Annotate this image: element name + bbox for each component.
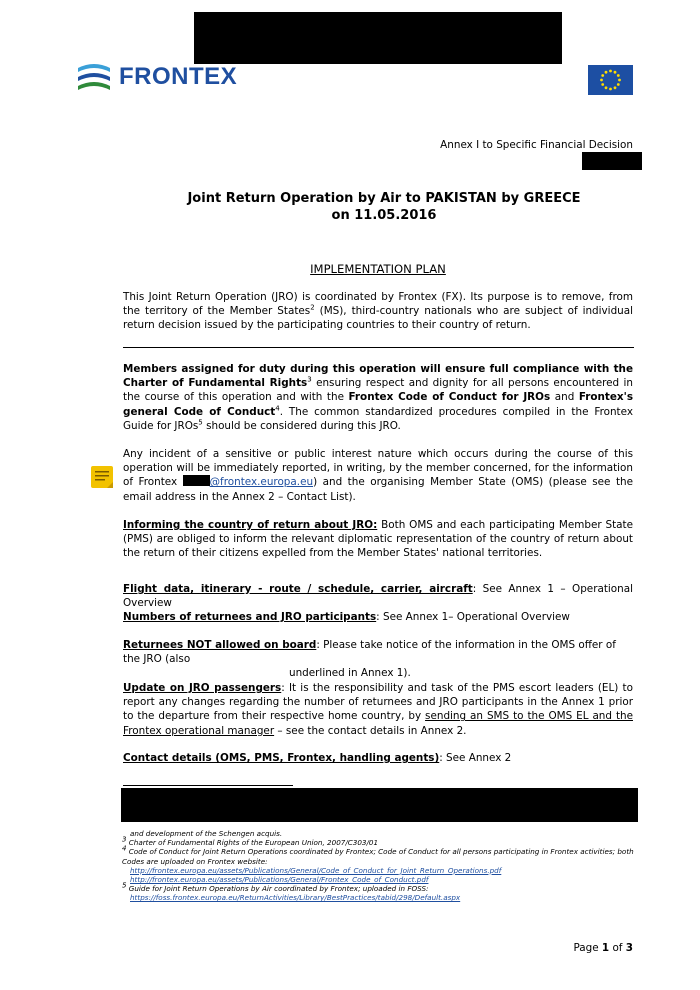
frontex-logo: [76, 58, 256, 98]
comment-note-icon[interactable]: [91, 466, 113, 488]
page-title-line1: Joint Return Operation by Air to PAKISTAN by GREECE: [187, 191, 581, 206]
numbers-line: Numbers of returnees and JRO participants: See Annex 1– Operational Overview: [123, 611, 570, 623]
update-paragraph: Update on JRO passengers: It is the responsibility and task of the PMS escort leaders (EL) to report any changes regarding the number of returnees and JRO participants in the Annex 1 prior to the departure from their respective home country, by sending an SMS to the OMS EL and the Frontex operational manager – see the contact details in Annex 2.: [123, 682, 633, 737]
informing-paragraph: Informing the country of return about JRO: Both OMS and each participating Member State (PMS) are obliged to inform the relevant diplomatic representation of the country of return about the return of their citizens expelled from the Member States' national territories.: [123, 519, 633, 560]
footnote-5-link[interactable]: https://foss.frontex.europa.eu/ReturnActivities/Library/BestPractices/tabid/298/Default.aspx: [130, 893, 461, 903]
flight-data-line: Flight data, itinerary - route / schedule, carrier, aircraft: See Annex 1 – Operational Overview: [123, 583, 633, 610]
page-title-line2: on 11.05.2016: [331, 208, 437, 223]
redaction-footnote: [121, 788, 638, 822]
contact-line: Contact details (OMS, PMS, Frontex, handling agents): See Annex 2: [123, 752, 512, 764]
footnote-4-link-1[interactable]: http://frontex.europa.eu/assets/Publications/General/Code_of_Conduct_for_Joint_Return_Operations.pdf: [130, 865, 502, 875]
section-heading: IMPLEMENTATION PLAN: [310, 262, 446, 276]
footnote-4-link-2[interactable]: http://frontex.europa.eu/assets/Publications/General/Frontex_Code_of_Conduct.pdf: [130, 875, 429, 885]
page-title: [0, 190, 700, 224]
frontex-logo-text: FRONTEX: [119, 63, 238, 90]
section-divider: [123, 347, 634, 348]
redaction-email-user: [183, 475, 210, 486]
fundamental-rights-paragraph: Members assigned for duty during this operation will ensure full compliance with the Charter of Fundamental Rights$^3$ ensuring respect and dignity for all persons encountered in the course of this operation and with the Frontex Code of Conduct for JROs and Frontex's general Code of Conduct$^4$. The common standardized procedures compiled in the Frontex Guide for JROs$^5$ should be considered during this JRO.: [123, 363, 634, 432]
redaction-top: [194, 12, 562, 64]
frontex-email-link[interactable]: @frontex.europa.eu: [209, 476, 314, 489]
footnote-3: $^3$ Charter of Fundamental Rights of the European Union, 2007/C303/01: [122, 835, 379, 848]
page-number: Page 1 of 3: [573, 942, 633, 954]
frontex-logo-mark-icon: [76, 58, 112, 94]
annex-label: Annex I to Specific Financial Decision: [440, 139, 633, 151]
footnote-2-tail: and development of the Schengen acquis.: [130, 829, 283, 838]
intro-paragraph: This Joint Return Operation (JRO) is coordinated by Frontex (FX). Its purpose is to remove, from the territory of the Member States$^2$ (MS), third-country nationals who are subject of individual return decision issued by the participating countries to their country of return.: [123, 291, 633, 332]
incident-paragraph: Any incident of a sensitive or public interest nature which occurs during the course of this operation will be immediately reported, in writing, by the member concerned, for the information of Frontex @frontex.europa.eu) and the organising Member State (OMS) (please see the email address in the Annex 2 – Contact List).: [123, 448, 634, 503]
eu-flag-icon: [588, 65, 633, 95]
footnote-4: $^4$ Code of Conduct for Joint Return Operations coordinated by Frontex; Code of Conduct for all persons participating in Frontex activities; both Codes are uploaded on Frontex website:: [122, 845, 634, 866]
footnote-separator: [123, 785, 293, 786]
footnotes: [122, 829, 642, 903]
not-allowed-paragraph: Returnees NOT allowed on board: Please take notice of the information in the OMS offer of the JRO (also underlined in Annex 1).: [123, 639, 616, 680]
redaction-annex-ref: [582, 152, 642, 170]
footnote-5: $^5$ Guide for Joint Return Operations by Air coordinated by Frontex; uploaded in FOSS:: [122, 881, 429, 894]
